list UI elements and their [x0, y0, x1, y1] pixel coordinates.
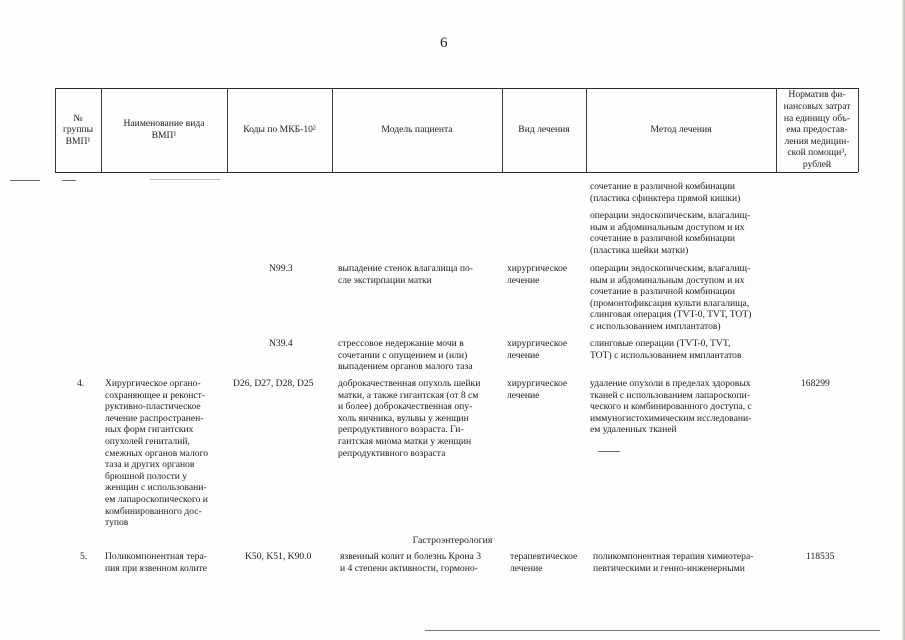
icd-code-cell: K50, K51, K90.0 [245, 551, 312, 562]
method-cell: операции эндоскопическим, влагалищ- ным и абдоминальным доступом и их сочетание в различной комбинации (пластика шейки матки) [590, 210, 751, 256]
treatment-type-cell: хирургическое лечение [507, 338, 568, 361]
header-treatment-method: Метод лечения [650, 124, 712, 136]
method-cell: операции эндоскопическим, влагалищ- ным и абдоминальным доступом и их сочетание в различной комбинации (промонтофиксация культи влагалища, слинговая операция (TVT-0, TVT, TOT) с использованием имплантатов) [590, 263, 752, 332]
cost-cell: 168299 [801, 378, 830, 389]
method-cell: слинговые операции (TVT-0, TVT, TOT) с использованием имплантатов [590, 338, 742, 361]
scan-artifact [425, 630, 880, 631]
patient-model-cell: доброкачественная опухоль шейки матки, а также гигантская (от 8 см и более) доброкачественная опу- холь яичника, вульвы у женщин репродуктивного возраста. Ги- гантская миома матки у женщин репродуктивного возраста [338, 378, 481, 459]
scan-artifact [10, 180, 40, 181]
vmp-name-cell: Хирургическое органо- сохраняющее и реконст- руктивно-пластическое лечение распространен- ных форм гигантских опухолей гениталий, смежных органов малого таза и других органов брюшной полости у женщин с использовани- ем лапароскопического и комбинированного дос- тупов [105, 378, 209, 529]
method-cell: сочетание в различной комбинации (пластика сфинктера прямой кишки) [590, 181, 741, 204]
header-group-number: № группы ВМП¹ [62, 112, 94, 147]
group-number-cell: 4. [77, 378, 85, 389]
icd-code-cell: N39.4 [269, 338, 293, 349]
vmp-name-cell: Поликомпонентная тера- пия при язвенном колите [105, 551, 208, 574]
page-number: 6 [440, 35, 448, 51]
header-treatment-type: Вид лечения [518, 124, 570, 136]
header-cost-standard: Норматив фи- нансовых затрат на единицу объ- ема предостав- ления медицин- ской помощи³, рублей [783, 89, 851, 170]
patient-model-cell: язвенный колит и болезнь Крона 3 и 4 степени активности, гормоно- [340, 551, 482, 574]
treatment-type-cell: хирургическое лечение [507, 378, 568, 401]
treatment-type-cell: хирургическое лечение [507, 263, 568, 286]
section-title: Гастроэнтерология [412, 535, 493, 546]
icd-code-cell: D26, D27, D28, D25 [233, 378, 314, 389]
header-patient-model: Модель пациента [381, 124, 453, 136]
patient-model-cell: стрессовое недержание мочи в сочетании с опущением и (или) выпадением органов малого таза [338, 338, 473, 373]
group-number-cell: 5. [80, 551, 88, 562]
header-divider [858, 88, 859, 172]
cost-cell: 118535 [806, 551, 835, 562]
method-cell: удаление опухоли в пределах здоровых тканей с использованием лапароскопи- ческого и комбинированного доступа, с иммуногистохимическим исследовани- ем удаленных тканей [590, 378, 752, 436]
icd-code-cell: N99.3 [269, 263, 293, 274]
scan-artifact [62, 180, 76, 181]
header-icd-codes: Коды по МКБ-10² [243, 124, 316, 136]
scan-artifact [598, 451, 620, 452]
patient-model-cell: выпадение стенок влагалища по- сле экстирпации матки [338, 263, 473, 286]
header-vmp-name: Наименование вида ВМП¹ [123, 118, 205, 141]
header-bottom-rule [55, 172, 858, 173]
method-cell: поликомпонентная терапия химиотера- певтическими и генно-инженерными [593, 551, 754, 574]
treatment-type-cell: терапевтическое лечение [510, 551, 578, 574]
scan-artifact [150, 179, 220, 180]
